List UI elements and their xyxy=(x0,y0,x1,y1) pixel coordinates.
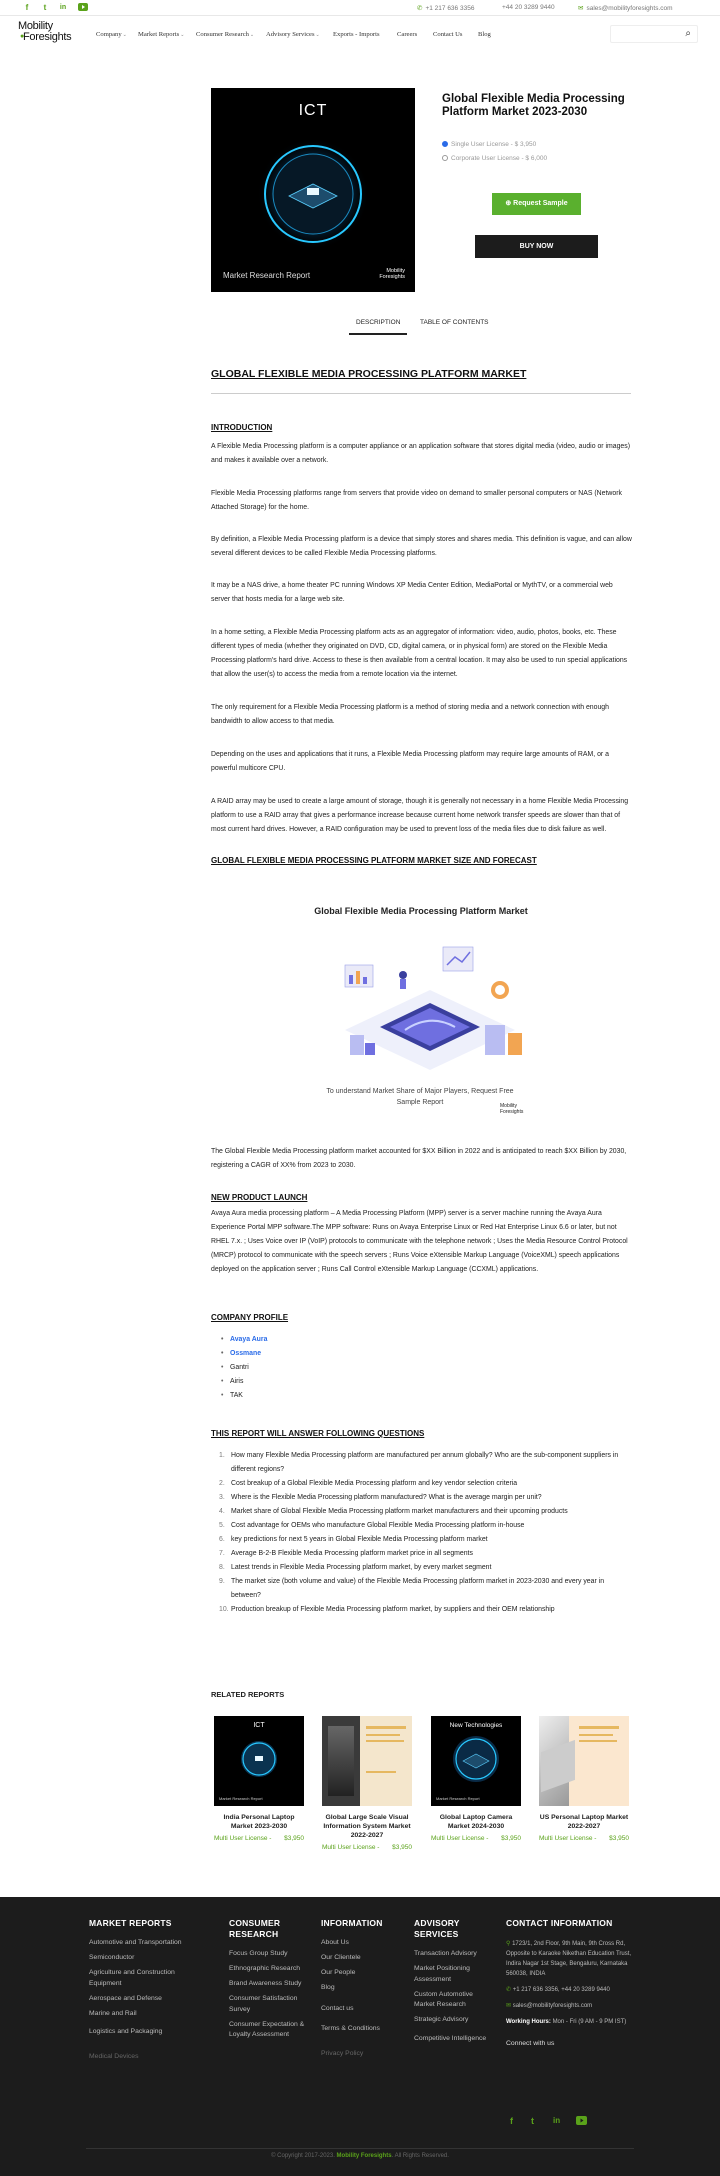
list-item: • Gantri xyxy=(221,1361,267,1375)
footer-link[interactable]: Custom Automotive Market Research xyxy=(414,1990,473,2008)
report-thumbnail[interactable] xyxy=(539,1716,629,1806)
divider xyxy=(211,393,631,394)
email-link[interactable]: ✉ sales@mobilityforesights.com xyxy=(578,5,673,12)
footer-consumer-research: CONSUMER RESEARCH Focus Group Study Ethnographic Research Brand Awareness Study Consumer Satisfaction Survey Consumer Expectation & Loyalty Assessment xyxy=(229,1918,307,2045)
footer-link[interactable]: Consumer Expectation & Loyalty Assessment xyxy=(229,2020,305,2038)
intro-paragraph: Flexible Media Processing platforms range from servers that provide video on demand to smaller personal computers or NAS (Network Attached Storage) for the home. xyxy=(211,490,622,511)
top-bar xyxy=(0,0,720,16)
footer-contact: CONTACT INFORMATION ⚲ 1723/1, 2nd Floor, 9th Main, 9th Cross Rd, Opposite to Karaoke Nikethan Education Trust, Indira Nagar 1st Stage, Bengaluru, Karnataka 560038, INDIA ✆ +1 217 636 3356, +44 20 3289 9440 ✉ sales@mobilityforesights.com Working Hours: Mon - Fri (9 AM - 9 PM IST) Connect with us xyxy=(506,1918,636,2049)
related-card[interactable]: ICT Market Research Report India Personal Laptop Market 2023-2030 Multi User License - $3,950 xyxy=(214,1716,304,1844)
intro-paragraph: Depending on the uses and applications that it runs, a Flexible Media Processing platform may require large amounts of RAM, or a powerful multicore CPU. xyxy=(211,751,609,772)
list-item: 3. Where is the Flexible Media Processing platform manufactured? What is the average margin per unit? xyxy=(219,1494,542,1501)
radio-unselected[interactable] xyxy=(442,155,448,161)
footer-link[interactable]: Automotive and Transportation xyxy=(89,1939,182,1946)
footer-link[interactable]: Transaction Advisory xyxy=(414,1950,477,1957)
intro-paragraph: In a home setting, a Flexible Media Processing platform acts as an aggregator of information: video, audio, photos, books, etc. These different types of media (whether they originated on DVD, CD, digital camera, or in physical form) are stored on the Flexible Media Processing platform's hard drive. Access to these is then available from a central location. It may also be used to run special applications that allow the user(s) to access the media from a remote location via the internet. xyxy=(211,629,628,678)
intro-paragraph: It may be a NAS drive, a home theater PC running Windows XP Media Center Edition, MediaPortal or MythTV, or a commercial web server that hosts media for a large web site. xyxy=(211,582,613,603)
list-item: 10. Production breakup of Flexible Media Processing platform market, by suppliers and their OEM relationship xyxy=(219,1606,555,1613)
youtube-icon[interactable] xyxy=(576,2116,587,2127)
list-item: 9. The market size (both volume and value) of the Flexible Media Processing platform market in 2023-2030 and every year in between? xyxy=(219,1578,605,1599)
footer-link[interactable]: Aerospace and Defense xyxy=(89,1994,162,2002)
footer-link[interactable]: Contact us xyxy=(321,2004,354,2012)
footer-link[interactable]: Market Positioning Assessment xyxy=(414,1965,470,1983)
footer-link[interactable]: Our Clientele xyxy=(321,1954,361,1961)
footer-link[interactable]: Strategic Advisory xyxy=(414,2016,469,2023)
tab-description[interactable]: DESCRIPTION xyxy=(356,319,401,326)
phone-icon: ✆ xyxy=(506,1987,513,1993)
footer-information: INFORMATION About Us Our Clientele Our People Blog Contact us Terms & Conditions Privacy Policy xyxy=(321,1918,391,2064)
related-card[interactable]: Global Large Scale Visual Information System Market 2022-2027 Multi User License - $3,950 xyxy=(322,1716,412,1853)
facebook-icon[interactable]: f xyxy=(25,3,29,12)
related-card[interactable]: US Personal Laptop Market 2022-2027 Multi User License - $3,950 xyxy=(539,1716,629,1844)
list-item: 6. key predictions for next 5 years in Global Flexible Media Processing platform market xyxy=(219,1536,488,1543)
figure-logo: Mobility Foresights xyxy=(500,1103,524,1115)
globe-illustration xyxy=(451,1734,501,1784)
intro-paragraph: A Flexible Media Processing platform is a computer appliance or an application software that stores digital media (video, audio or images) and makes it available over a network. xyxy=(211,443,631,464)
intro-heading: INTRODUCTION xyxy=(211,423,273,432)
list-item: • Airis xyxy=(221,1375,267,1389)
footer-link[interactable]: Ethnographic Research xyxy=(229,1965,301,1972)
mail-icon: ✉ xyxy=(578,5,584,12)
footer-link[interactable]: Marine and Rail xyxy=(89,2009,137,2017)
nav-consumer-research[interactable]: Consumer Research⌄ xyxy=(196,31,255,38)
footer-phone[interactable]: ✆ +1 217 636 3356, +44 20 3289 9440 xyxy=(506,1987,610,1993)
search-icon[interactable]: ⌕ xyxy=(685,28,691,39)
related-card[interactable]: New Technologies Market Research Report Global Laptop Camera Market 2024-2030 Multi User License - $3,950 xyxy=(431,1716,521,1844)
market-illustration xyxy=(325,935,535,1085)
launch-paragraph: Avaya Aura media processing platform – A Media Processing Platform (MPP) server is a server machine running the Avaya Aura Experience Portal MPP software.The MPP software: Runs on Avaya Enterprise Linux or Red Hat Enterprise Linux 6.6 or later, but not RHEL 7.x. ; Uses Voice over IP (VoIP) protocols to communicate with the telephone network ; Uses the Media Resource Control Protocol (MRCP) protocol to communicate with the speech servers ; Runs Voice eXtensible Markup Language (VoiceXML) speech applications deployed on the application server ; Runs Call Control eXtensible Markup Language (CCXML) applications. xyxy=(211,1210,628,1273)
main-heading: GLOBAL FLEXIBLE MEDIA PROCESSING PLATFORM MARKET xyxy=(211,368,527,380)
product-image: ICT Market Research Report Mobility Foresights xyxy=(211,88,415,292)
phone-icon: ✆ xyxy=(417,5,423,12)
chevron-down-icon: ⌄ xyxy=(122,33,127,38)
search-input[interactable] xyxy=(610,25,698,43)
list-item: 7. Average B-2-B Flexible Media Processing platform market price in all segments xyxy=(219,1550,473,1557)
buy-now-button[interactable]: BUY NOW xyxy=(475,235,598,258)
company-list xyxy=(221,1333,267,1403)
chevron-down-icon: ⌄ xyxy=(180,33,185,38)
youtube-icon[interactable] xyxy=(78,3,88,13)
nav-contact-us[interactable]: Contact Us xyxy=(433,31,463,38)
nav-market-reports[interactable]: Market Reports⌄ xyxy=(138,31,185,38)
logo-mark-icon: ● xyxy=(20,33,25,40)
footer-link[interactable]: Terms & Conditions xyxy=(321,2025,380,2032)
intro-paragraph: The only requirement for a Flexible Media Processing platform is a method of storing media and a network connection with enough bandwidth to allow access to that media. xyxy=(211,704,609,725)
footer-link[interactable]: Semiconductor xyxy=(89,1954,135,1961)
footer-link[interactable]: Consumer Satisfaction Survey xyxy=(229,1995,298,2013)
twitter-icon[interactable]: t xyxy=(531,2116,534,2126)
site-logo[interactable]: Mobility ● Foresights xyxy=(18,20,72,43)
list-item: 1. How many Flexible Media Processing platform are manufactured per annum globally? Who are the sub-component suppliers in different regions? xyxy=(219,1452,619,1473)
questions-heading: THIS REPORT WILL ANSWER FOLLOWING QUESTIONS xyxy=(211,1429,425,1438)
facebook-icon[interactable]: f xyxy=(510,2116,513,2126)
footer-link[interactable]: Agriculture and Construction Equipment xyxy=(89,1969,175,1987)
chevron-down-icon: ⌄ xyxy=(249,33,255,38)
globe-illustration xyxy=(239,1739,279,1779)
company-profile-heading: COMPANY PROFILE xyxy=(211,1313,289,1322)
figure-caption[interactable]: To understand Market Share of Major Players, Request Free Sample Report xyxy=(326,1088,514,1106)
report-thumbnail[interactable]: ICT Market Research Report xyxy=(214,1716,304,1806)
license-corporate-radio[interactable]: Corporate User License - $ 6,000 xyxy=(442,155,547,162)
intro-paragraph: A RAID array may be used to create a large amount of storage, though it is generally not necessary in a home Flexible Media Processing platform to use a RAID array that gives a performance increase because current home network transfer speeds are slower than that of most current hard drives. However, a RAID configuration may be used to prevent loss of the media files due to disk failure as well. xyxy=(211,798,629,833)
report-thumbnail[interactable] xyxy=(322,1716,412,1806)
nav-advisory-services[interactable]: Advisory Services⌄ xyxy=(266,31,320,38)
list-item: 5. Cost advantage for OEMs who manufacture Global Flexible Media Processing platform in-house xyxy=(219,1522,525,1529)
request-sample-button[interactable]: ⊕ Request Sample xyxy=(492,193,581,215)
twitter-icon[interactable]: t xyxy=(43,3,47,12)
footer-advisory: ADVISORY SERVICES Transaction Advisory Market Positioning Assessment Custom Automotive Market Research Strategic Advisory Competitive Intelligence xyxy=(414,1918,490,2049)
footer-link[interactable]: Medical Devices xyxy=(89,2052,139,2060)
size-forecast-heading: GLOBAL FLEXIBLE MEDIA PROCESSING PLATFORM MARKET SIZE AND FORECAST xyxy=(211,856,537,865)
license-single-radio[interactable]: Single User License - $ 3,950 xyxy=(442,141,536,148)
phone-1[interactable]: ✆ +1 217 636 3356 xyxy=(417,5,475,12)
list-item[interactable]: • Avaya Aura xyxy=(221,1333,267,1347)
report-thumbnail[interactable]: New Technologies Market Research Report xyxy=(431,1716,521,1806)
related-reports-heading: RELATED REPORTS xyxy=(211,1690,285,1699)
chevron-down-icon: ⌄ xyxy=(315,33,320,38)
plus-circle-icon: ⊕ xyxy=(505,200,514,207)
footer-link[interactable]: Privacy Policy xyxy=(321,2049,364,2057)
list-item: 4. Market share of Global Flexible Media Processing platform market manufacturers and their upcoming products xyxy=(219,1508,568,1515)
figure-title: Global Flexible Media Processing Platform Market xyxy=(314,906,528,916)
active-tab-indicator xyxy=(349,333,407,335)
copyright: © Copyright 2017-2023. Mobility Foresights. All Rights Reserved. xyxy=(271,2153,449,2159)
footer-link[interactable]: About Us xyxy=(321,1939,349,1946)
globe-illustration xyxy=(253,134,373,254)
footer-link[interactable]: Our People xyxy=(321,1969,356,1976)
nav-careers[interactable]: Careers xyxy=(397,31,418,38)
tab-table-of-contents[interactable]: TABLE OF CONTENTS xyxy=(420,319,489,326)
launch-heading: NEW PRODUCT LAUNCH xyxy=(211,1193,308,1202)
location-icon: ⚲ xyxy=(506,1941,513,1947)
footer-link[interactable]: Brand Awareness Study xyxy=(229,1980,302,1987)
linkedin-icon[interactable]: in xyxy=(553,2116,561,2125)
list-item: 8. Latest trends in Flexible Media Processing platform market, by every market segment xyxy=(219,1564,492,1571)
list-item: 2. Cost breakup of a Global Flexible Media Processing platform and key vendor selection criteria xyxy=(219,1480,518,1487)
intro-paragraph: By definition, a Flexible Media Processing platform is a device that simply stores and shares media. This definition is vague, and can allow several different devices to be called Flexible Media Processing platforms. xyxy=(211,536,632,557)
nav-exports-imports[interactable]: Exports - Imports xyxy=(333,31,380,38)
questions-list xyxy=(219,1449,633,1617)
footer-link[interactable]: Focus Group Study xyxy=(229,1950,288,1957)
nav-blog[interactable]: Blog xyxy=(478,31,491,38)
mail-icon: ✉ xyxy=(506,2003,513,2009)
footer-email[interactable]: ✉ sales@mobilityforesights.com xyxy=(506,2003,593,2009)
footer-link[interactable]: Blog xyxy=(321,1984,335,1991)
image-logo: Mobility Foresights xyxy=(379,268,405,280)
list-item[interactable]: • Ossmane xyxy=(221,1347,267,1361)
size-paragraph: The Global Flexible Media Processing platform market accounted for $XX Billion in 2022 and is anticipated to reach $XX Billion by 2030, registering a CAGR of XX% from 2023 to 2030. xyxy=(211,1148,627,1169)
product-title: Global Flexible Media Processing Platform Market 2023-2030 xyxy=(442,93,625,118)
footer-divider xyxy=(86,2148,634,2149)
phone-2[interactable]: +44 20 3289 9440 xyxy=(502,4,555,11)
list-item: • TAK xyxy=(221,1389,267,1403)
nav-company[interactable]: Company⌄ xyxy=(96,31,127,38)
radio-selected[interactable] xyxy=(442,141,448,147)
linkedin-icon[interactable]: in xyxy=(59,4,67,11)
footer-link[interactable]: Logistics and Packaging xyxy=(89,2028,163,2035)
footer-market-reports: MARKET REPORTS Automotive and Transportation Semiconductor Agriculture and Construction Equipment Aerospace and Defense Marine and Rail Logistics and Packaging Medical Devices xyxy=(89,1918,201,2067)
footer-link[interactable]: Competitive Intelligence xyxy=(414,2034,487,2042)
